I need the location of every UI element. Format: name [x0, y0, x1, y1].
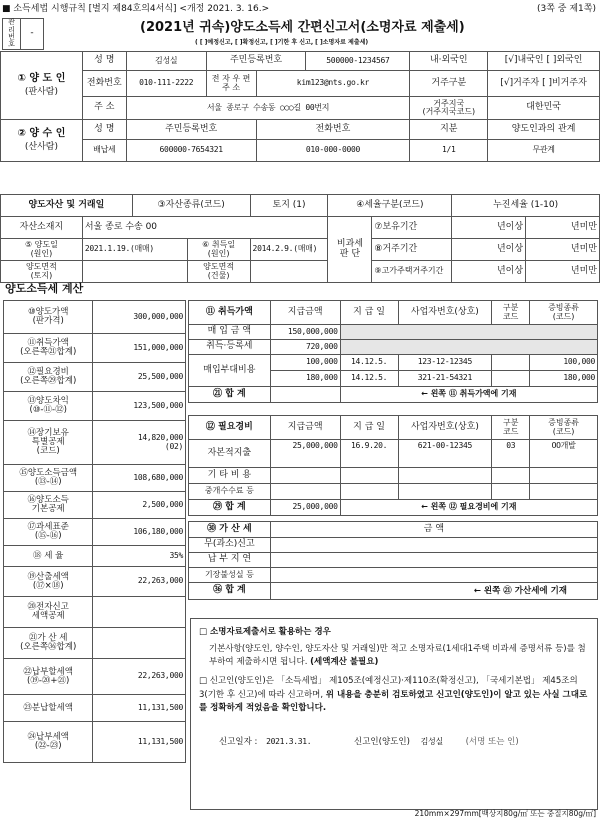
calc-row: [4, 334, 186, 363]
nationality-label: 내·외국인: [410, 52, 488, 71]
calc-label: ⑫필요경비 (오른쪽㉙합계): [4, 363, 93, 392]
foreign-checkbox[interactable]: [ ]외국인: [546, 55, 583, 66]
calc-label: ㉔납부세액 (㉒-㉓): [4, 722, 93, 763]
transferor-phone-label: 전화번호: [82, 71, 126, 97]
calc-value[interactable]: [93, 597, 186, 628]
purchase-amount[interactable]: 150,000,000: [270, 325, 340, 340]
calc-value[interactable]: 22,263,000: [93, 659, 186, 695]
acq-proof-header: 증빙종류 (코드): [530, 301, 598, 325]
calc-label: ⑭장기보유 특별공제 (코드): [4, 421, 93, 465]
land-area-label: 양도면적 (토지): [1, 261, 83, 283]
holding-period-min[interactable]: 년이상: [452, 217, 526, 239]
transferee-rrn[interactable]: 600000-7654321: [126, 140, 256, 162]
acq-date-label: ⑥ 취득일 (원인): [187, 239, 250, 261]
calc-label: ⑳전자신고 세액공제: [4, 597, 93, 628]
other-expense-label: 기 타 비 용: [189, 468, 271, 484]
purchase-label: 매 입 금 액: [189, 325, 271, 340]
country-value[interactable]: 대한민국: [488, 97, 600, 120]
section-title: 양도소득세 계산: [5, 282, 84, 295]
acq-biz-header: 사업자번호(상호): [398, 301, 492, 325]
add-total-label: ㊱ 합 계: [189, 583, 271, 600]
acq-title: ⑪ 취득가액: [189, 301, 271, 325]
transferee-name-header: 성 명: [82, 120, 126, 140]
incidental-biz-1[interactable]: 123-12-12345: [398, 355, 492, 371]
bookkeeping-label: 기장불성실 등: [189, 568, 271, 583]
transferee-rrn-header: 주민등록번호: [126, 120, 256, 140]
nec-type-header: 구분 코드: [492, 416, 530, 440]
luxury-house-max[interactable]: 년미만: [526, 261, 600, 283]
nec-total-amount[interactable]: 25,000,000: [270, 500, 340, 516]
calc-value[interactable]: [93, 628, 186, 659]
calc-table: [3, 300, 186, 763]
signature-note: (서명 또는 인): [465, 736, 519, 747]
transferee-phone-header: 전화번호: [256, 120, 410, 140]
residence-period-label: ⑧거주기간: [372, 239, 452, 261]
transferor-email-label: 전 자 우 편 주 소: [206, 71, 256, 97]
transferee-relation[interactable]: 무관계: [488, 140, 600, 162]
acq-type-header: 구분 코드: [492, 301, 530, 325]
brokerage-label: 중개수수료 등: [189, 484, 271, 500]
calc-row: [4, 722, 186, 763]
calc-label: ⑩양도가액 (판가격): [4, 301, 93, 334]
form-subtitle: ( [ ]예정신고, [ ]확정신고, [ ]기한 후 신고, [ ]소명자료 제출세): [195, 39, 369, 46]
acq-total-label: ㉑ 합 계: [189, 387, 271, 403]
calc-value[interactable]: 108,680,000: [93, 465, 186, 492]
nec-proof-header: 증빙종류 (코드): [530, 416, 598, 440]
transferor-rrn-label: 주민등록번호: [206, 52, 306, 71]
nec-title: ⑫ 필요경비: [189, 416, 271, 440]
nonresident-checkbox[interactable]: [ ]비거주자: [542, 77, 587, 88]
resident-checkbox[interactable]: [√]거주자: [500, 77, 540, 88]
calc-row: [4, 546, 186, 567]
location-value[interactable]: 서울 종로 수송 00: [82, 217, 328, 239]
calc-value[interactable]: 2,500,000: [93, 492, 186, 519]
transferor-section: ① 양 도 인 (판사람): [1, 52, 83, 120]
acq-amount-header: 지급금액: [270, 301, 340, 325]
calc-label: ㉒납부할세액 (⑲-⑳+㉑): [4, 659, 93, 695]
declaration-body: □ 신고인(양도인)은 「소득세법」 제105조(예정신고)·제110조(확정신고), 「국세기본법」 제45조의3(기한 후 신고)에 따라 신고하며, 위 내용을 충분히 검토하였고 신고인(양도인)이 알고 있는 사실 그대로를 정확하게 적었음을 확인합니다.: [199, 676, 588, 713]
nec-total-note: ← 왼쪽 ⑫ 필요경비에 기재: [340, 500, 597, 516]
calc-label: ㉓분납할세액: [4, 695, 93, 722]
residence-period-min[interactable]: 년이상: [452, 239, 526, 261]
calc-row: [4, 301, 186, 334]
calc-label: ⑬양도차익 (⑩-⑪-⑫): [4, 392, 93, 421]
form-title: (2021년 귀속)양도소득세 간편신고서(소명자료 제출세): [140, 20, 465, 35]
tax-rate-label: ④세율구분(코드): [328, 195, 452, 217]
residency-label: 거주구분: [410, 71, 488, 97]
calc-label: ⑪취득가액 (오른쪽㉑합계): [4, 334, 93, 363]
nationality-options[interactable]: [488, 52, 600, 71]
acq-total-note: ← 왼쪽 ⑪ 취득가액에 기재: [340, 387, 597, 403]
capital-expense-amount[interactable]: 25,000,000: [270, 440, 340, 468]
calc-value[interactable]: 14,820,000 (02): [93, 421, 186, 465]
incidental-proof-1[interactable]: 100,000: [530, 355, 598, 371]
declaration-box: [190, 618, 598, 810]
land-area-value[interactable]: [82, 261, 187, 283]
residency-options[interactable]: [488, 71, 600, 97]
nec-date-header: 지 급 일: [340, 416, 398, 440]
acquisition-table: [188, 300, 598, 403]
top-line: [2, 1, 598, 15]
transferor-rrn[interactable]: 500000-1234567: [306, 52, 410, 71]
management-number-value[interactable]: -: [21, 19, 44, 50]
nec-biz-header: 사업자번호(상호): [398, 416, 492, 440]
incidental-date-1[interactable]: 14.12.5.: [340, 355, 398, 371]
asset-kind-label: ③자산종류(코드): [132, 195, 250, 217]
transferee-share-header: 지분: [410, 120, 488, 140]
page-count: (3쪽 중 제1쪽): [537, 4, 596, 14]
incidental-amount-2[interactable]: 180,000: [270, 371, 340, 387]
capital-expense-proof[interactable]: OO개발: [530, 440, 598, 468]
capital-expense-date[interactable]: 16.9.20.: [340, 440, 398, 468]
incidental-biz-2[interactable]: 321-21-54321: [398, 371, 492, 387]
expense-table: [188, 415, 598, 516]
domestic-checkbox[interactable]: [√]내국인: [504, 55, 544, 66]
registration-tax-label: 취득·등록세: [189, 340, 271, 355]
luxury-house-min[interactable]: 년이상: [452, 261, 526, 283]
building-area-value[interactable]: [250, 261, 328, 283]
penalty-table: [188, 521, 598, 600]
form-reference: ■ 소득세법 시행규칙 [별지 제84호의4서식] <개정 2021. 3. 16.>: [2, 4, 270, 14]
calc-row: [4, 597, 186, 628]
party-table: [0, 51, 600, 162]
calc-row: [4, 567, 186, 597]
acq-date[interactable]: 2014.2.9.(매매): [250, 239, 328, 261]
country-label: 거주지국 (거주지국코드): [410, 97, 488, 120]
add-total-note: ← 왼쪽 ㉑ 가산세에 기재: [270, 583, 597, 600]
residence-period-max[interactable]: 년미만: [526, 239, 600, 261]
calc-value[interactable]: 25,500,000: [93, 363, 186, 392]
calc-row: [4, 363, 186, 392]
calc-row: [4, 659, 186, 695]
calc-value[interactable]: 151,000,000: [93, 334, 186, 363]
calc-row: [4, 519, 186, 546]
calc-label: ⑮양도소득금액 (⑬-⑭): [4, 465, 93, 492]
sale-date-label: ⑤ 양도일 (원인): [1, 239, 83, 261]
capital-expense-label: 자본적지출: [189, 440, 271, 468]
transferor-name[interactable]: 김성실: [126, 52, 206, 71]
acq-date-header: 지 급 일: [340, 301, 398, 325]
incidental-amount-1[interactable]: 100,000: [270, 355, 340, 371]
add-amount-header: 금 액: [270, 522, 597, 538]
incidental-proof-2[interactable]: 180,000: [530, 371, 598, 387]
transferor-address[interactable]: 서울 종로구 수송동 ○○○길 00번지: [126, 97, 410, 120]
management-number-box: [2, 18, 44, 50]
building-area-label: 양도면적 (건물): [187, 261, 250, 283]
transferee-name[interactable]: 배납세: [82, 140, 126, 162]
location-label: 자산소재지: [1, 217, 83, 239]
asset-kind-value[interactable]: 토지 (1): [250, 195, 328, 217]
incidental-label: 매입부대비용: [189, 355, 271, 387]
calc-label: ㉑가 산 세 (오른쪽㊱합계): [4, 628, 93, 659]
calc-value[interactable]: 11,131,500: [93, 722, 186, 763]
signer-name[interactable]: 김성실: [420, 736, 443, 746]
calc-value[interactable]: 35%: [93, 546, 186, 567]
calc-row: [4, 492, 186, 519]
property-header: 양도자산 및 거래일: [1, 195, 133, 217]
calc-label: ⑲산출세액 (⑰×⑱): [4, 567, 93, 597]
transferee-phone[interactable]: 010-000-0000: [256, 140, 410, 162]
calc-row: [4, 392, 186, 421]
calc-row: [4, 695, 186, 722]
paper-spec: 210mm×297mm[백상지80g/㎡ 또는 중질지80g/㎡]: [414, 809, 596, 818]
transferee-section: ② 양 수 인 (산사람): [1, 120, 83, 162]
filing-date[interactable]: 2021.3.31.: [266, 736, 312, 746]
calc-value[interactable]: 300,000,000: [93, 301, 186, 334]
property-table: [0, 194, 600, 283]
calc-value[interactable]: 123,500,000: [93, 392, 186, 421]
signature-line: [199, 735, 589, 747]
transferor-address-label: 주 소: [82, 97, 126, 120]
evidence-usage-heading: □ 소명자료제출서로 활용하는 경우: [199, 627, 331, 637]
transferee-relation-header: 양도인과의 관계: [488, 120, 600, 140]
calc-label: ⑯양도소득 기본공제: [4, 492, 93, 519]
signer-label: 신고인(양도인): [354, 736, 410, 747]
filing-date-label: 신고일자 :: [219, 736, 258, 747]
nec-amount-header: 지급금액: [270, 416, 340, 440]
calc-value[interactable]: 22,263,000: [93, 567, 186, 597]
calc-code: (02): [164, 441, 183, 451]
calc-row: [4, 465, 186, 492]
registration-tax-amount[interactable]: 720,000: [270, 340, 340, 355]
calc-value[interactable]: 11,131,500: [93, 695, 186, 722]
nec-total-label: ㉙ 합 계: [189, 500, 271, 516]
sale-date[interactable]: 2021.1.19.(매매): [82, 239, 187, 261]
late-payment-label: 납 부 지 연: [189, 553, 271, 568]
management-number-label: 관리 번호: [3, 19, 21, 50]
transferor-email[interactable]: kim123@nts.go.kr: [256, 71, 410, 97]
holding-period-max[interactable]: 년미만: [526, 217, 600, 239]
luxury-house-label: ⑨고가주택거주기간: [372, 261, 452, 283]
nonfiling-label: 무(과소)신고: [189, 538, 271, 553]
evidence-usage-body: 기본사항(양도인, 양수인, 양도자산 및 거래일)만 적고 소명자료(1세대1주택 비과세 증명서류 등)를 첨부하여 제출하시면 됩니다. (세액계산 불필요): [209, 644, 586, 668]
calc-row: [4, 421, 186, 465]
calc-row: [4, 628, 186, 659]
nontax-label: 비과세 판 단: [328, 217, 372, 283]
incidental-date-2[interactable]: 14.12.5.: [340, 371, 398, 387]
transferor-name-label: 성 명: [82, 52, 126, 71]
capital-expense-type[interactable]: 03: [492, 440, 530, 468]
holding-period-label: ⑦보유기간: [372, 217, 452, 239]
transferor-phone[interactable]: 010-111-2222: [126, 71, 206, 97]
calc-label: ⑱ 세 율: [4, 546, 93, 567]
capital-expense-biz[interactable]: 621-00-12345: [398, 440, 492, 468]
transferee-share[interactable]: 1/1: [410, 140, 488, 162]
tax-rate-value[interactable]: 누진세율 (1-10): [452, 195, 600, 217]
calc-label: ⑰과세표준 (⑮-⑯): [4, 519, 93, 546]
add-title: ㉚ 가 산 세: [189, 522, 271, 538]
calc-value[interactable]: 106,180,000: [93, 519, 186, 546]
